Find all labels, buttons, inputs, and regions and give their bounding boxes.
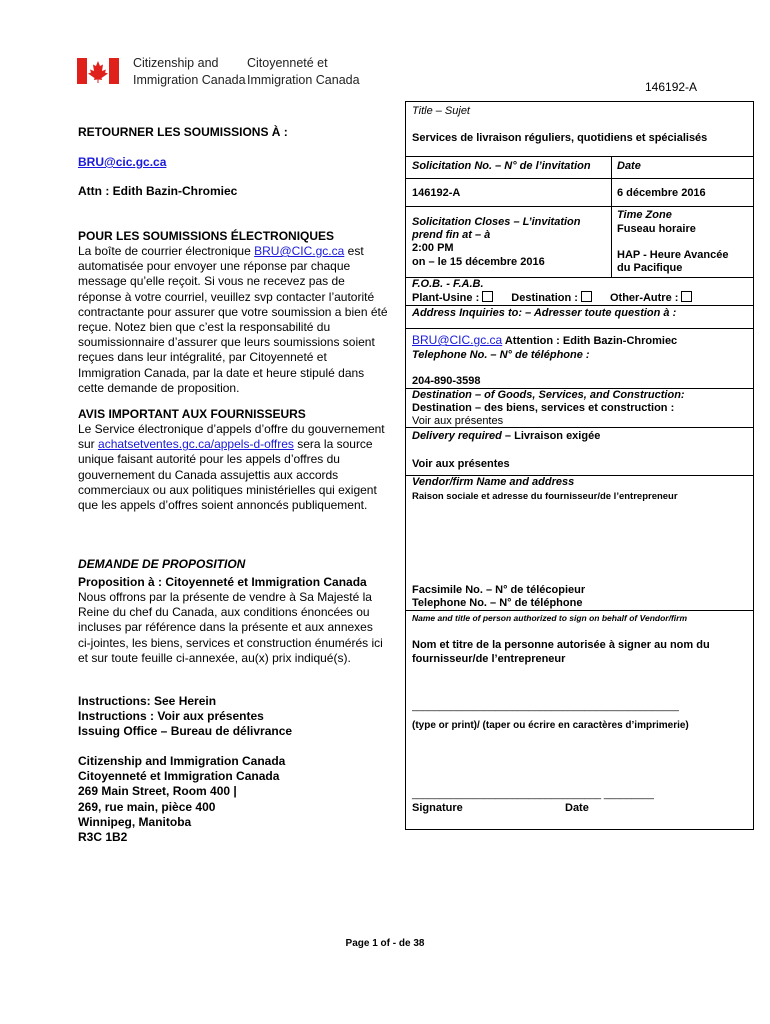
timezone-value <box>617 249 728 275</box>
department-name-en <box>133 55 246 89</box>
page-number: Page 1 of - de 38 <box>345 938 425 949</box>
timezone-fr-label: Fuseau horaire <box>617 223 696 235</box>
destination-label: Destination : <box>511 292 578 304</box>
dest-goods-label: Destination – of Goods, Services, and Construction: <box>412 389 685 401</box>
dept-fr-line2: Immigration Canada <box>247 73 360 87</box>
signature-label: Signature <box>412 802 463 814</box>
instructions-fr: Instructions : Voir aux présentes <box>78 709 264 723</box>
vendor-fr: Raison sociale et adresse du fournisseur/de l’entrepreneur <box>412 491 678 502</box>
electronic-email-link[interactable]: BRU@CIC.gc.ca <box>254 244 345 258</box>
notice-text-pre: Le Service électronique d’appels d’offre du gouvernement sur <box>78 422 385 452</box>
return-email-link[interactable]: BRU@cic.gc.ca <box>78 155 167 169</box>
closes-line-1: Solicitation Closes – L’invitation <box>412 216 581 228</box>
address-line-5: Winnipeg, Manitoba <box>78 814 192 829</box>
address-line-3: 269 Main Street, Room 400 | <box>78 784 237 799</box>
delivery-label-en: Delivery required <box>412 430 502 442</box>
date-value: 6 décembre 2016 <box>617 187 706 199</box>
inquiries-email-link[interactable]: BRU@CIC.gc.ca <box>412 333 503 347</box>
department-name-fr <box>247 55 360 89</box>
type-or-print-label: (type or print)/ (taper ou écrire en caractères d’imprimerie) <box>412 720 689 731</box>
fax-label: Facsimile No. – N° de télécopieur <box>412 584 586 596</box>
address-line-1: Citizenship and Immigration Canada <box>78 754 286 768</box>
address-line-6: R3C 1B2 <box>78 830 128 845</box>
closes-line-2: prend fin at – à <box>412 229 491 241</box>
instructions-en: Instructions: See Herein <box>78 694 217 708</box>
proposal-heading: DEMANDE DE PROPOSITION <box>78 557 246 571</box>
electronic-paragraph <box>78 244 388 396</box>
timezone-value-2: du Pacifique <box>617 262 683 274</box>
timezone-value-1: HAP - Heure Avancée <box>617 249 729 261</box>
plant-checkbox[interactable] <box>482 291 493 302</box>
dest-goods-fr: Destination – des biens, services et construction : <box>412 402 675 414</box>
plant-label: Plant-Usine : <box>412 292 480 304</box>
inquiries-contact <box>412 334 677 348</box>
telephone-label-2: Telephone No. – N° de téléphone <box>412 597 583 609</box>
inquiries-label: Address Inquiries to: – Adresser toute question à : <box>412 307 677 319</box>
destination-checkbox[interactable] <box>581 291 592 302</box>
delivery-label-fr: – Livraison exigée <box>501 430 601 442</box>
closes-label <box>412 216 581 242</box>
fob-label: F.O.B. - F.A.B. <box>412 278 484 290</box>
closes-date: on – le 15 décembre 2016 <box>412 256 545 268</box>
solicitation-number: 146192-A <box>412 187 461 199</box>
document-number: 146192-A <box>645 80 698 94</box>
issuing-address <box>78 754 285 845</box>
delivery-value: Voir aux présentes <box>412 458 510 470</box>
dept-en-line1: Citizenship and <box>133 56 219 70</box>
vendor-label: Vendor/firm Name and address <box>412 476 575 488</box>
return-heading: RETOURNER LES SOUMISSIONS À : <box>78 125 288 139</box>
title-label: Title – Sujet <box>412 105 470 117</box>
canada-flag-logo <box>77 58 119 84</box>
notice-paragraph <box>78 422 388 513</box>
dept-fr-line1: Citoyenneté et <box>247 56 328 70</box>
proposal-to: Proposition à : Citoyenneté et Immigration Canada <box>78 575 367 589</box>
proposal-text: Nous offrons par la présente de vendre à Sa Majesté la Reine du chef du Canada, aux conditions énoncées ou incluses par référence dans la présente et aux annexes ci-jointes, les biens, services et construction énumérés ici et sur toute feuille ci-annexée, au(x) prix indiqué(s). <box>78 590 383 665</box>
other-label: Other-Autre : <box>609 292 679 304</box>
notice-heading: AVIS IMPORTANT AUX FOURNISSEURS <box>78 407 306 421</box>
date-label: Date <box>617 160 641 172</box>
tender-site-link[interactable]: achatsetventes.gc.ca/appels-d-offres <box>98 437 294 452</box>
signature-date-label: Date <box>565 802 589 814</box>
timezone-label: Time Zone <box>617 209 672 221</box>
fob-options <box>412 291 695 305</box>
notice-text-post: sera la source unique faisant autorité pour les appels d’offres du gouvernement du Canada assujettis aux accords commerciaux ou aux politiques ministérielles qui exigent que les appels d’offres soient annoncés publiquement. <box>78 437 377 513</box>
solicitation-label: Solicitation No. – N° de l’invitation <box>412 160 591 172</box>
attention-line: Attn : Edith Bazin-Chromiec <box>78 184 238 198</box>
other-checkbox[interactable] <box>681 291 692 302</box>
dept-en-line2: Immigration Canada <box>133 73 246 87</box>
address-line-4: 269, rue main, pièce 400 <box>78 799 216 814</box>
electronic-heading: POUR LES SOUMISSIONS ÉLECTRONIQUES <box>78 229 335 243</box>
address-line-2: Citoyenneté et Immigration Canada <box>78 769 280 784</box>
telephone-label: Telephone No. – N° de téléphone : <box>412 349 590 361</box>
inquiries-attention: Attention : Edith Bazin-Chromiec <box>502 335 678 347</box>
electronic-text-post: est automatisée pour envoyer une réponse par chaque message qu’elle reçoit. Si vous ne recevez pas de réponse à votre courriel, veuillez svp contacter l’autorité contractante pour assurer que votre soumission a bien été reçue. Notez bien que c’est la responsabilité du soumissionnaire d’assurer que leurs soumissions soient reçues dans leur intégralité, par Citoyenneté et Immigration Canada, par la date et heure stipulé dans cette demande de proposition. <box>78 244 388 395</box>
solicitation-info-box <box>405 101 754 830</box>
printed-name-line[interactable]: ________________________________________________ <box>412 701 679 712</box>
electronic-text-pre: La boîte de courrier électronique <box>78 244 255 258</box>
dest-goods-value: Voir aux présentes <box>412 415 504 427</box>
signature-line[interactable]: __________________________________ _________ <box>412 789 654 800</box>
issuing-office: Issuing Office – Bureau de délivrance <box>78 724 293 738</box>
authorized-label-en: Name and title of person authorized to sign on behalf of Vendor/firm <box>412 613 688 623</box>
authorized-label-fr: Nom et titre de la personne autorisée à signer au nom du fournisseur/de l’entrepreneur <box>412 639 710 665</box>
telephone-value: 204-890-3598 <box>412 375 481 387</box>
closes-time: 2:00 PM <box>412 242 454 254</box>
delivery-label <box>412 430 600 443</box>
title-value: Services de livraison réguliers, quotidiens et spécialisés <box>412 132 708 144</box>
